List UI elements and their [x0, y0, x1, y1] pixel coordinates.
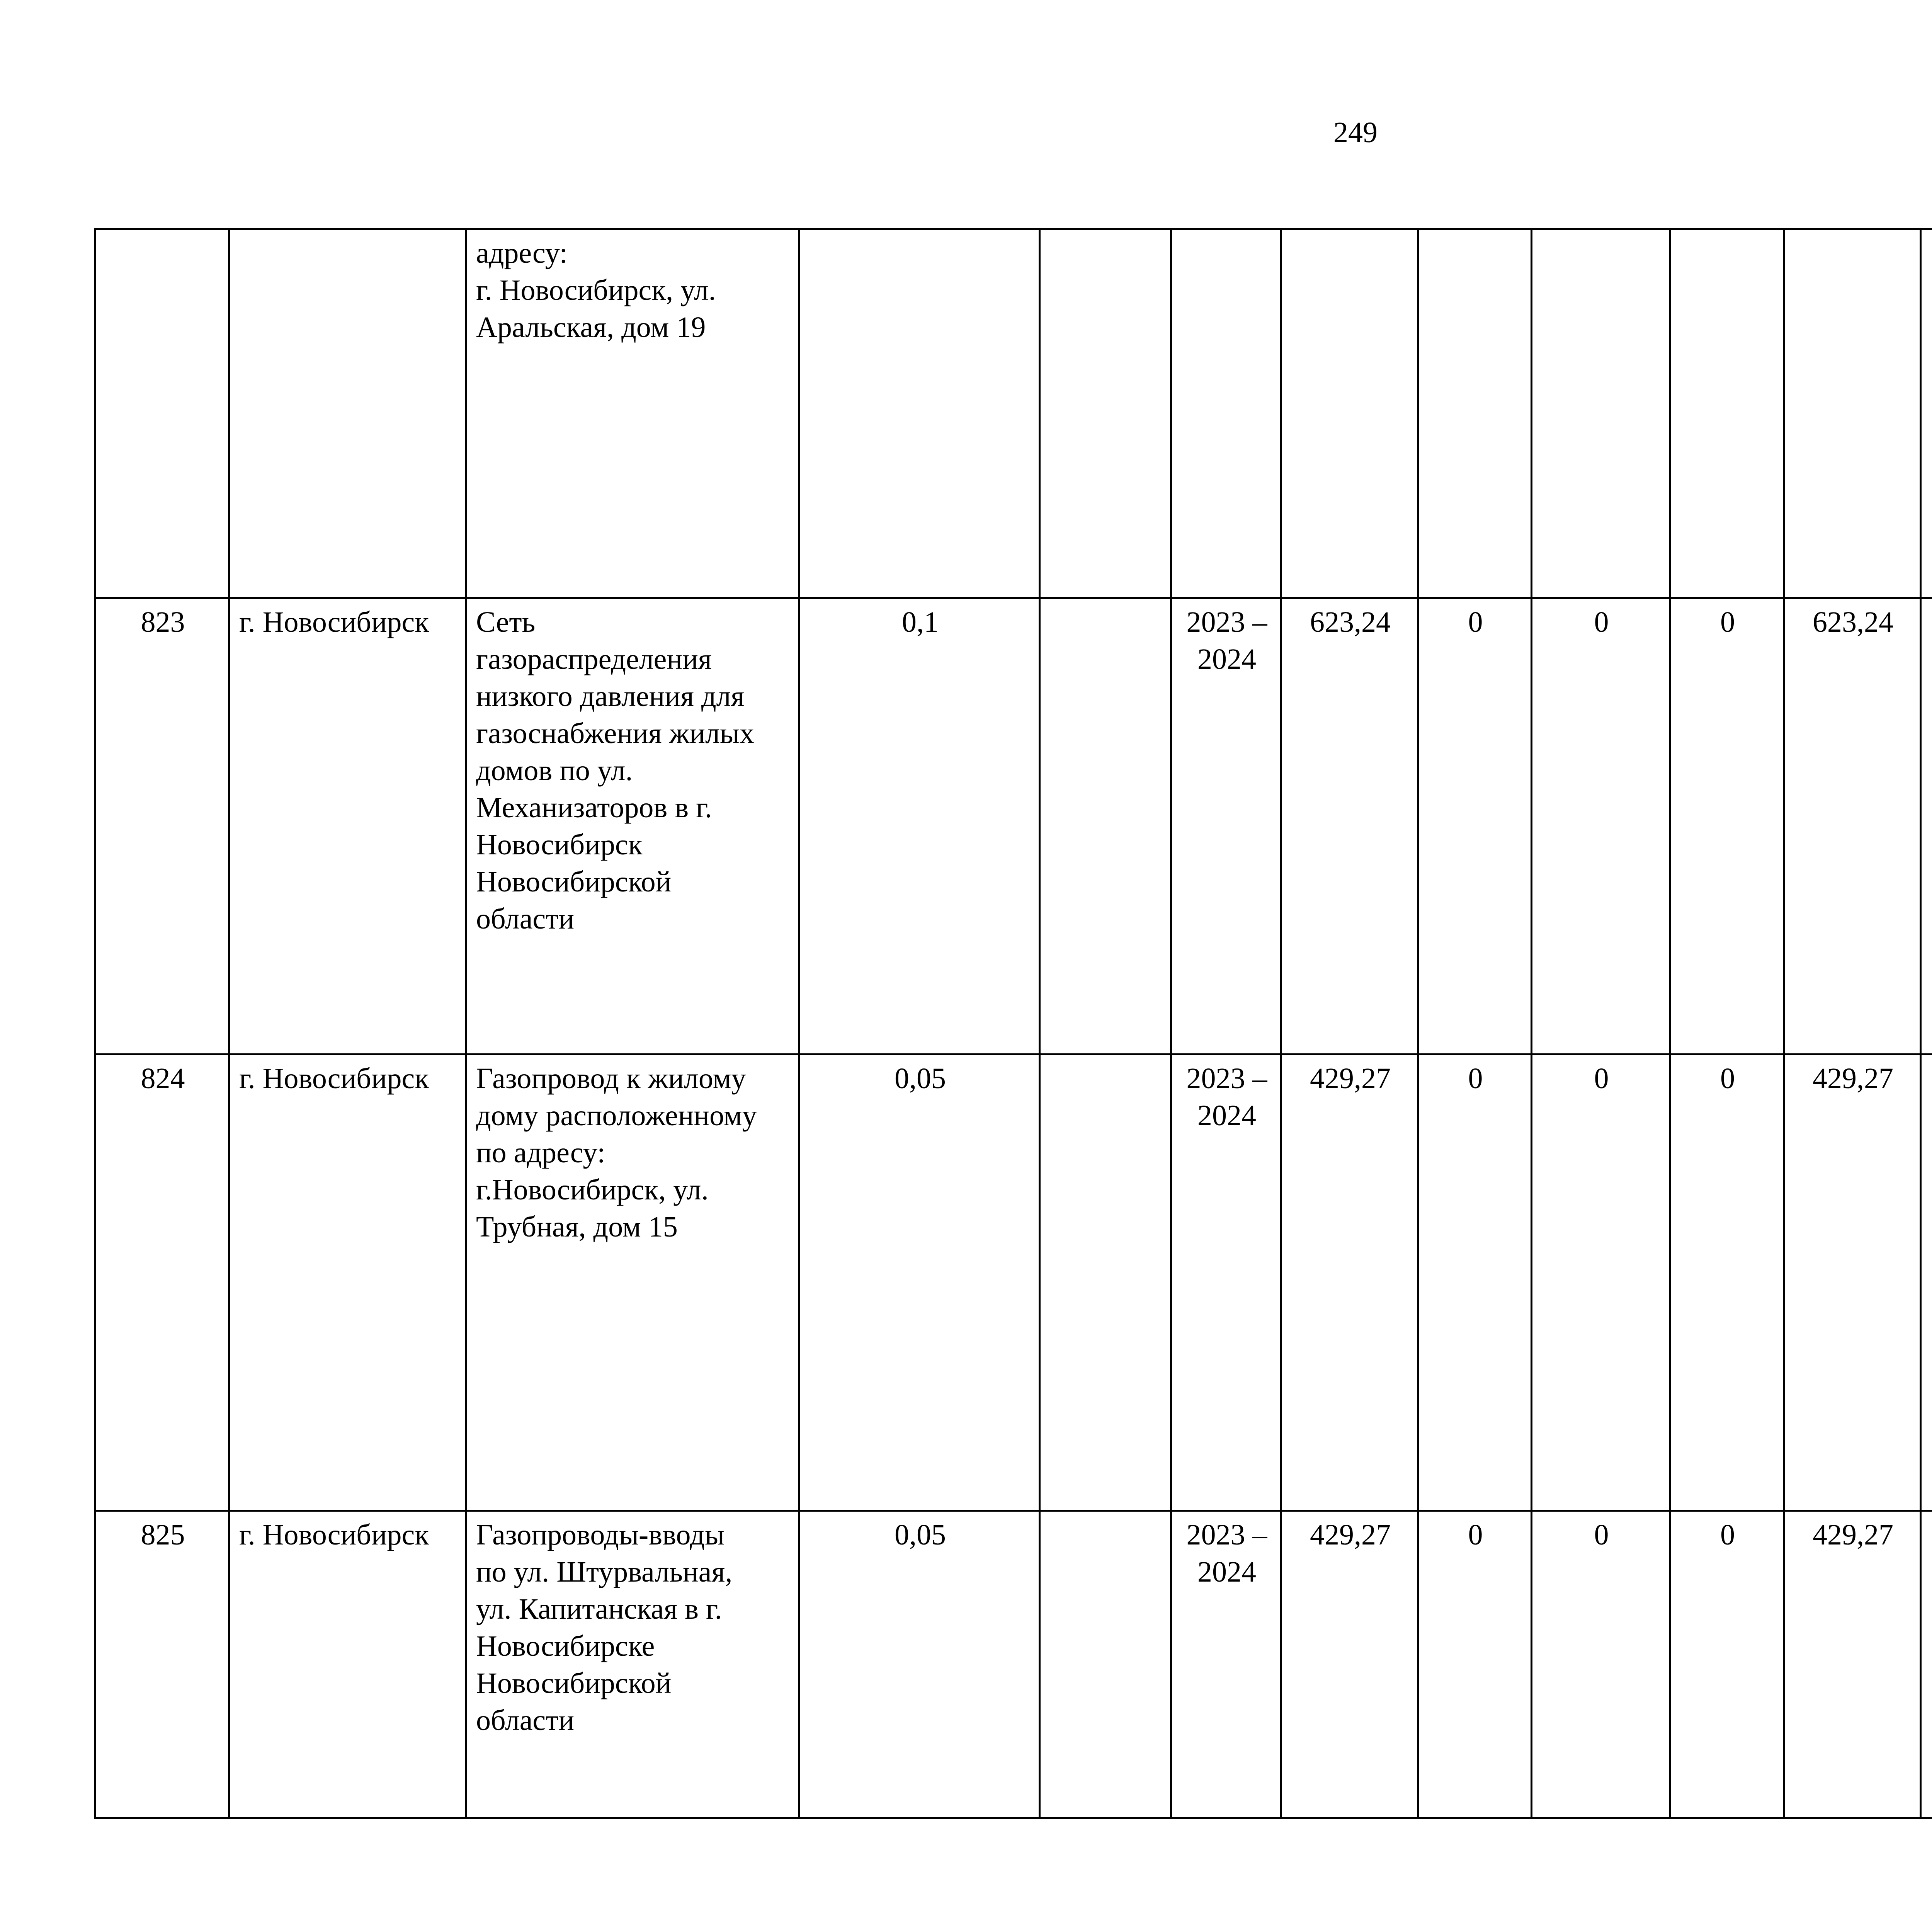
- row-number-cell: 824: [95, 1055, 229, 1511]
- contractor-cell: [1921, 1511, 1932, 1818]
- federal-budget-cell: 0: [1418, 598, 1532, 1055]
- contractor-cell: [1921, 229, 1932, 598]
- contractor-cell: [1921, 598, 1932, 1055]
- table-row: [95, 598, 1932, 1055]
- contractor-cell: [1921, 1055, 1932, 1511]
- years-cell: [1171, 229, 1281, 598]
- empty-cell: [1040, 598, 1171, 1055]
- investment-program-table: [94, 228, 1932, 1819]
- other-sources-cell: 429,27: [1784, 1511, 1921, 1818]
- other-sources-cell: 623,24: [1784, 598, 1921, 1055]
- locality-cell: г. Новосибирск: [229, 1055, 466, 1511]
- regional-budget-cell: 0: [1532, 598, 1670, 1055]
- length-cell: 0,05: [799, 1055, 1040, 1511]
- federal-budget-cell: 0: [1418, 1055, 1532, 1511]
- empty-cell: [1040, 229, 1171, 598]
- total-cost-cell: 623,24: [1281, 598, 1418, 1055]
- object-name-cell: Сеть газораспределения низкого давления для газоснабжения жилых домов по ул. Механизаторов в г. Новосибирск Новосибирской области: [466, 598, 799, 1055]
- regional-budget-cell: 0: [1532, 1511, 1670, 1818]
- federal-budget-cell: 0: [1418, 1511, 1532, 1818]
- total-cost-cell: [1281, 229, 1418, 598]
- locality-cell: [229, 229, 466, 598]
- municipal-budget-cell: 0: [1670, 598, 1784, 1055]
- length-cell: [799, 229, 1040, 598]
- length-cell: 0,1: [799, 598, 1040, 1055]
- municipal-budget-cell: 0: [1670, 1055, 1784, 1511]
- object-name-cell: Газопроводы-вводы по ул. Штурвальная, ул. Капитанская в г. Новосибирске Новосибирской области: [466, 1511, 799, 1818]
- years-cell: 2023 – 2024: [1171, 598, 1281, 1055]
- other-sources-cell: 429,27: [1784, 1055, 1921, 1511]
- regional-budget-cell: 0: [1532, 1055, 1670, 1511]
- length-cell: 0,05: [799, 1511, 1040, 1818]
- municipal-budget-cell: [1670, 229, 1784, 598]
- locality-cell: г. Новосибирск: [229, 1511, 466, 1818]
- other-sources-cell: [1784, 229, 1921, 598]
- row-number-cell: [95, 229, 229, 598]
- years-cell: 2023 – 2024: [1171, 1511, 1281, 1818]
- regional-budget-cell: [1532, 229, 1670, 598]
- years-cell: 2023 – 2024: [1171, 1055, 1281, 1511]
- object-name-cell: Газопровод к жилому дому расположенному по адресу: г.Новосибирск, ул. Трубная, дом 15: [466, 1055, 799, 1511]
- empty-cell: [1040, 1511, 1171, 1818]
- table-row: [95, 1055, 1932, 1511]
- row-number-cell: 823: [95, 598, 229, 1055]
- table-row: [95, 229, 1932, 598]
- total-cost-cell: 429,27: [1281, 1511, 1418, 1818]
- federal-budget-cell: [1418, 229, 1532, 598]
- empty-cell: [1040, 1055, 1171, 1511]
- municipal-budget-cell: 0: [1670, 1511, 1784, 1818]
- page-number: 249: [1333, 116, 1378, 149]
- object-name-cell: адресу: г. Новосибирск, ул. Аральская, дом 19: [466, 229, 799, 598]
- row-number-cell: 825: [95, 1511, 229, 1818]
- total-cost-cell: 429,27: [1281, 1055, 1418, 1511]
- table-row: [95, 1511, 1932, 1818]
- locality-cell: г. Новосибирск: [229, 598, 466, 1055]
